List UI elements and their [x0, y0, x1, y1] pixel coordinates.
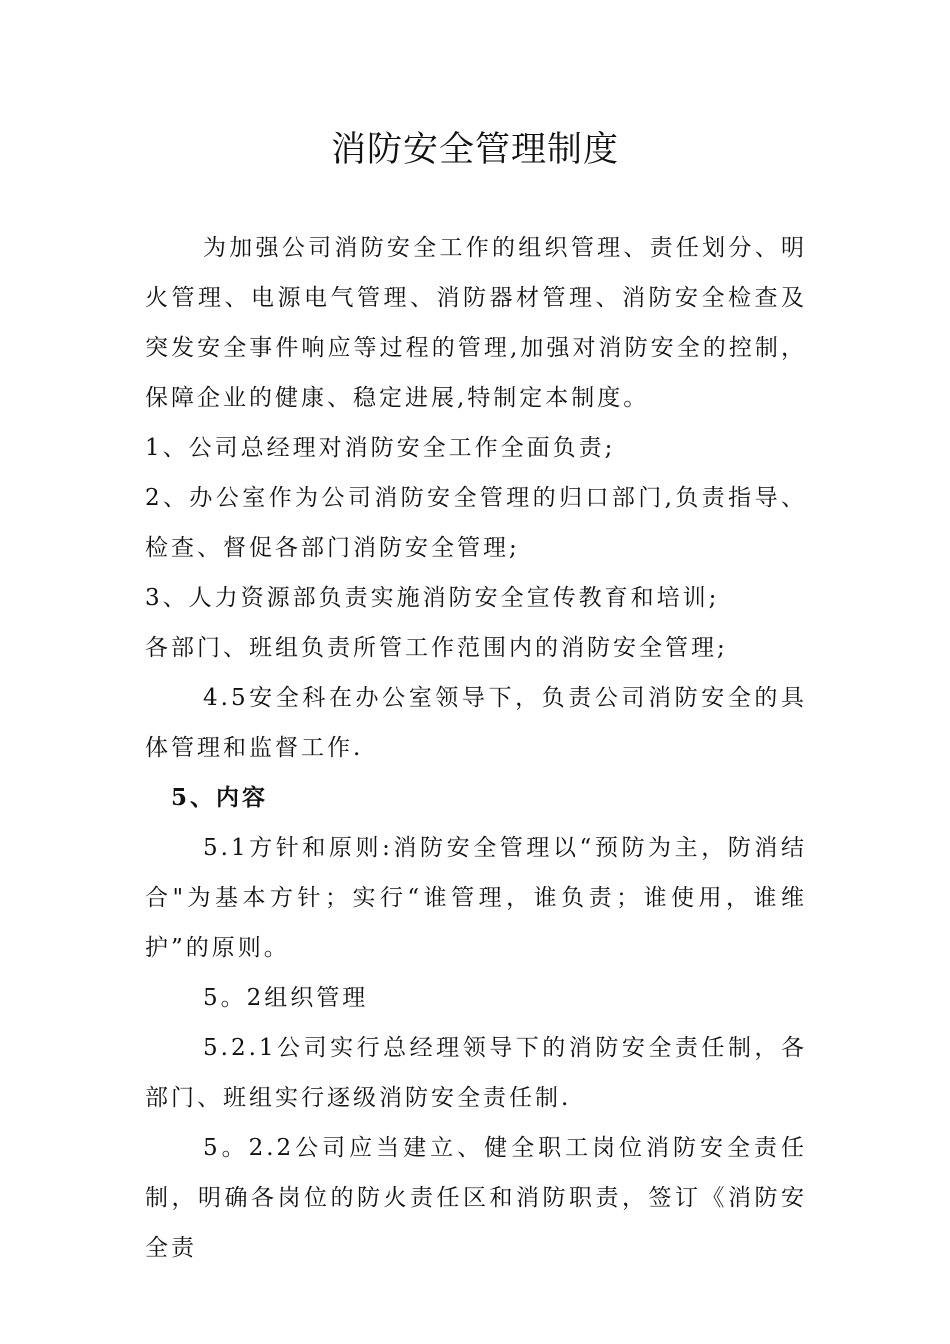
clause-5-2-heading: 5。2组织管理 [203, 985, 369, 1011]
clause-5-1: 5.1方针和原则:消防安全管理以“预防为主，防消结合"为基本方针；实行“谁管理，谁负责；谁使用，谁维护”的原则。 [145, 835, 807, 961]
document-title: 消防安全管理制度 [330, 130, 619, 170]
intro-paragraph: 为加强公司消防安全工作的组织管理、责任划分、明火管理、电源电气管理、消防器材管理、消防安全检查及突发安全事件响应等过程的管理,加强对消防安全的控制，保障企业的健康、稳定进展,特制定本制度。 [145, 235, 807, 411]
clause-1: 1、公司总经理对消防安全工作全面负责; [145, 435, 616, 461]
section-heading-content: 5、内容 [171, 784, 269, 811]
clause-3: 3、人力资源部负责实施消防安全宣传教育和培训; [145, 585, 720, 611]
document-body [145, 223, 807, 1273]
clause-5-2-1: 5.2.1公司实行总经理领导下的消防安全责任制，各部门、班组实行逐级消防安全责任制. [145, 1035, 807, 1111]
clause-departments: 各部门、班组负责所管工作范围内的消防安全管理; [145, 635, 728, 661]
clause-5-2-2: 5。2.2公司应当建立、健全职工岗位消防安全责任制，明确各岗位的防火责任区和消防职责，签订《消防安全责 [145, 1135, 807, 1261]
clause-4-5: 4.5安全科在办公室领导下，负责公司消防安全的具体管理和监督工作. [145, 685, 807, 761]
clause-2: 2、办公室作为公司消防安全管理的归口部门,负责指导、检查、督促各部门消防安全管理; [145, 485, 807, 561]
